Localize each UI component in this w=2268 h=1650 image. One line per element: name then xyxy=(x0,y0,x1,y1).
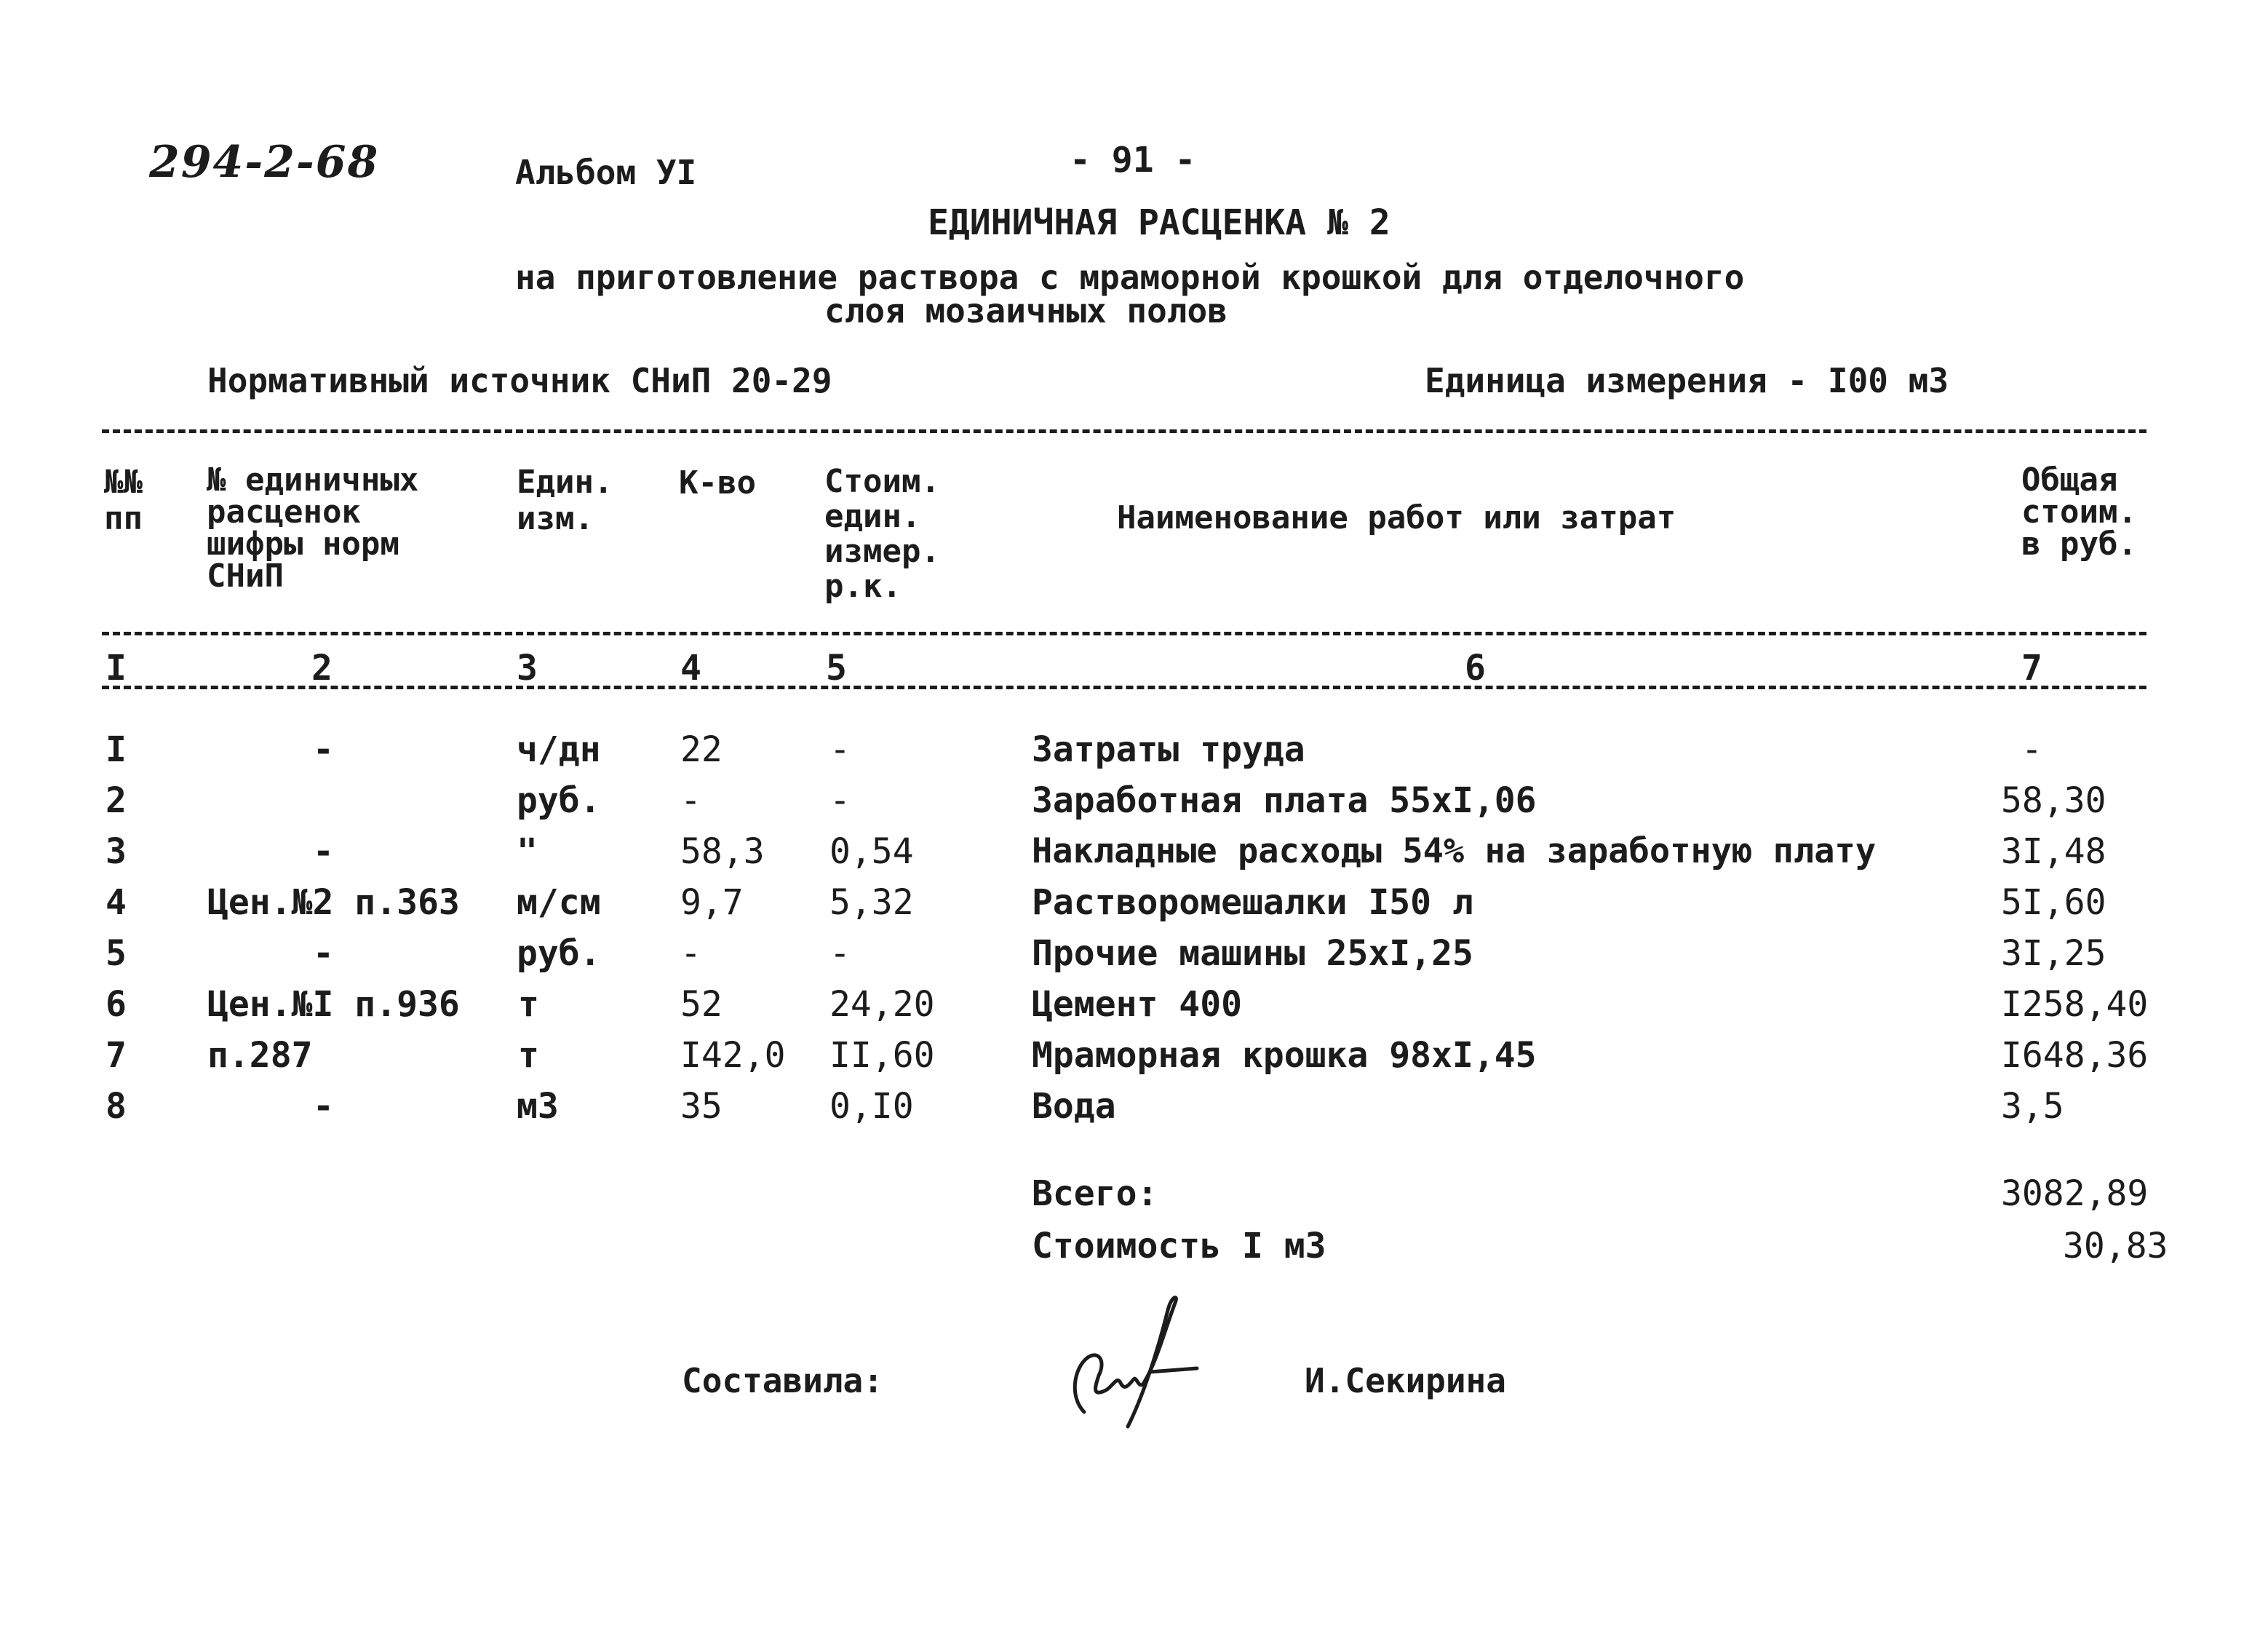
header-col-code-line: СНиП xyxy=(207,558,284,595)
row-unit: ч/дн xyxy=(517,729,601,770)
row-code: - xyxy=(313,933,334,974)
row-quantity: 35 xyxy=(680,1086,723,1127)
row-number: 6 xyxy=(106,984,127,1025)
header-col-number-line: №№ xyxy=(104,464,143,501)
row-name: Заработная плата 55хI,06 xyxy=(1032,780,1537,821)
column-number-rule xyxy=(102,686,2146,689)
row-name: Прочие машины 25хI,25 xyxy=(1032,933,1473,974)
row-unit: руб. xyxy=(517,933,601,974)
row-total: 3I,48 xyxy=(2001,831,2106,872)
row-unit-cost: - xyxy=(829,780,851,821)
row-total: 5I,60 xyxy=(2001,882,2106,923)
header-col-total-line: стоим. xyxy=(2021,493,2137,531)
row-name: Растворомешалки I50 л xyxy=(1032,882,1473,923)
row-unit: м/см xyxy=(517,882,601,923)
header-col-unit-cost-line: Стоим. xyxy=(824,463,940,500)
row-unit-cost: - xyxy=(829,933,851,974)
row-quantity: 22 xyxy=(680,729,723,770)
row-name: Цемент 400 xyxy=(1032,984,1242,1025)
row-code: - xyxy=(313,831,334,872)
top-rule xyxy=(102,429,2146,433)
document-code: 294-2-68 xyxy=(149,137,380,188)
signer-name: И.Секирина xyxy=(1305,1361,1506,1400)
subtitle-line-2: слоя мозаичных полов xyxy=(824,291,1227,330)
row-unit-cost: 24,20 xyxy=(829,984,935,1025)
row-unit: м3 xyxy=(517,1086,559,1127)
row-quantity: 58,3 xyxy=(680,831,765,872)
unit-cost-label: Стоимость I м3 xyxy=(1032,1226,1326,1266)
row-name: Накладные расходы 54% на заработную плату xyxy=(1032,831,1877,871)
row-total: 3I,25 xyxy=(2001,933,2106,974)
row-total: I648,36 xyxy=(2001,1035,2149,1076)
row-total: I258,40 xyxy=(2001,984,2149,1025)
row-unit-cost: 0,54 xyxy=(829,831,914,872)
column-number: 5 xyxy=(826,648,847,689)
row-number: 7 xyxy=(106,1035,127,1076)
row-quantity: I42,0 xyxy=(680,1035,786,1076)
subtitle-line-1: на приготовление раствора с мраморной крошкой для отделочного xyxy=(515,258,1745,297)
column-number: 6 xyxy=(1465,648,1486,689)
column-number: 2 xyxy=(311,648,333,689)
header-bottom-rule xyxy=(102,632,2146,635)
column-number: 4 xyxy=(680,648,701,689)
column-number: 3 xyxy=(517,648,538,689)
row-unit-cost: - xyxy=(829,729,851,770)
row-quantity: - xyxy=(680,933,701,974)
header-col-total-line: Общая xyxy=(2021,461,2118,499)
row-unit: " xyxy=(517,831,538,872)
signature-stroke xyxy=(1150,1368,1197,1372)
row-total: 3,5 xyxy=(2001,1086,2064,1127)
row-number: 4 xyxy=(106,882,127,923)
header-col-unit xyxy=(517,464,613,537)
row-unit-cost: II,60 xyxy=(829,1035,935,1076)
row-number: 8 xyxy=(106,1086,127,1127)
row-unit: руб. xyxy=(517,780,601,821)
header-col-code xyxy=(207,461,419,595)
header-col-total xyxy=(2021,461,2137,563)
header-col-number-line: пп xyxy=(104,500,143,537)
row-name: Мраморная крошка 98хI,45 xyxy=(1032,1035,1537,1076)
row-total: 58,30 xyxy=(2001,780,2106,821)
row-number: 2 xyxy=(106,780,127,821)
header-col-name: Наименование работ или затрат xyxy=(1117,499,1676,536)
header-col-unit-line: Един. xyxy=(517,464,613,501)
row-code: - xyxy=(313,729,334,770)
header-col-unit-cost-line: един. xyxy=(824,498,921,535)
header-col-unit-cost xyxy=(824,464,940,604)
header-col-number xyxy=(104,464,143,537)
total-value: 3082,89 xyxy=(2001,1173,2149,1214)
header-col-code-line: № единичных xyxy=(207,461,419,499)
row-quantity: 52 xyxy=(680,984,723,1025)
row-number: I xyxy=(106,729,127,770)
row-unit-cost: 0,I0 xyxy=(829,1086,914,1127)
header-col-code-line: шифры норм xyxy=(207,525,399,563)
row-number: 5 xyxy=(106,933,127,974)
row-name: Затраты труда xyxy=(1032,729,1305,770)
header-col-unit-cost-line: р.к. xyxy=(824,568,902,605)
row-code: Цен.№2 п.363 xyxy=(207,882,460,923)
signature-stroke xyxy=(1075,1298,1176,1427)
signature-image xyxy=(1055,1288,1215,1434)
normative-source: Нормативный источник СНиП 20-29 xyxy=(207,361,832,400)
row-unit: т xyxy=(518,1035,539,1076)
row-unit-cost: 5,32 xyxy=(829,882,914,923)
row-code: п.287 xyxy=(207,1035,313,1076)
header-col-quantity: К-во xyxy=(679,464,756,501)
page-number: - 91 - xyxy=(1070,140,1196,181)
row-code: - xyxy=(313,1086,334,1127)
row-number: 3 xyxy=(106,831,127,872)
album-label: Альбом УI xyxy=(515,153,697,192)
row-total: - xyxy=(2021,729,2042,770)
column-number: 7 xyxy=(2021,648,2042,689)
header-col-unit-cost-line: измер. xyxy=(824,533,940,570)
unit-of-measure: Единица измерения - I00 м3 xyxy=(1425,361,1949,400)
row-name: Вода xyxy=(1032,1086,1116,1127)
header-col-code-line: расценок xyxy=(207,493,361,531)
unit-cost-value: 30,83 xyxy=(2063,1226,2168,1266)
row-quantity: 9,7 xyxy=(680,882,744,923)
header-col-total-line: в руб. xyxy=(2021,525,2137,563)
column-number: I xyxy=(106,648,127,689)
total-label: Всего: xyxy=(1032,1173,1158,1214)
row-unit: т xyxy=(518,984,539,1025)
row-code: Цен.№I п.936 xyxy=(207,984,460,1025)
compiled-by-label: Составила: xyxy=(682,1361,883,1400)
row-quantity: - xyxy=(680,780,701,821)
document-title: ЕДИНИЧНАЯ РАСЦЕНКА № 2 xyxy=(928,202,1390,243)
header-col-unit-line: изм. xyxy=(517,500,594,537)
